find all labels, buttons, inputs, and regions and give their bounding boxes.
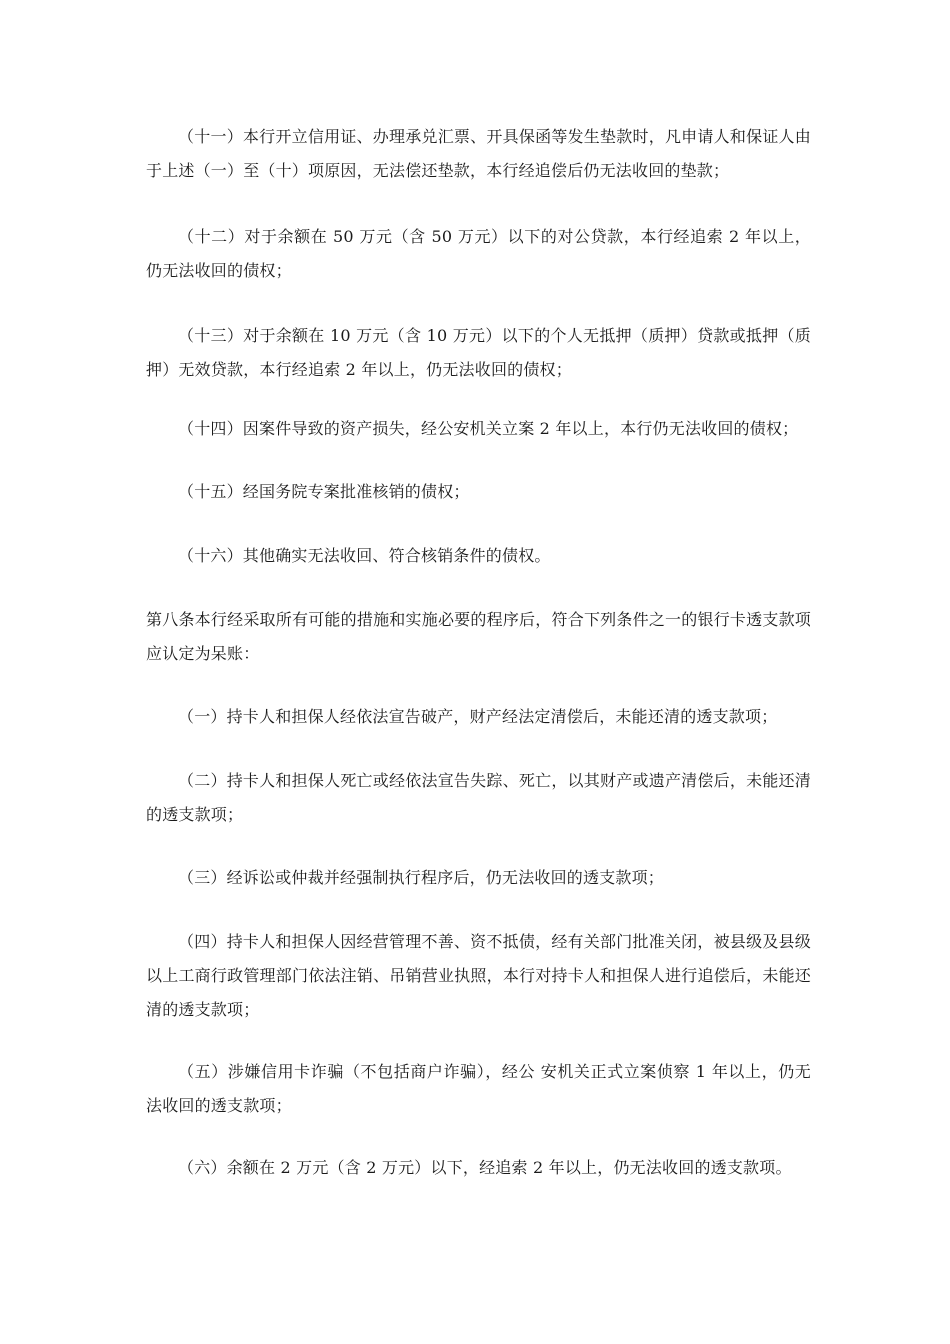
paragraph-item-16: （十六）其他确实无法收回、符合核销条件的债权。 bbox=[178, 546, 551, 565]
paragraph-card-1: （一）持卡人和担保人经依法宣告破产，财产经法定清偿后，未能还清的透支款项； bbox=[178, 707, 778, 726]
paragraph-item-14: （十四）因案件导致的资产损失，经公安机关立案 2 年以上，本行仍无法收回的债权； bbox=[178, 419, 799, 438]
paragraph-item-13: （十三）对于余额在 10 万元（含 10 万元）以下的个人无抵押（质押）贷款或抵押（质押）无效贷款，本行经追索 2 年以上，仍无法收回的债权； bbox=[146, 326, 811, 379]
paragraph-card-2: （二）持卡人和担保人死亡或经依法宣告失踪、死亡，以其财产或遗产清偿后，未能还清的透支款项； bbox=[146, 771, 811, 824]
article-8-heading: 第八条本行经采取所有可能的措施和实施必要的程序后，符合下列条件之一的银行卡透支款项应认定为呆账： bbox=[146, 610, 811, 663]
paragraph-card-3: （三）经诉讼或仲裁并经强制执行程序后，仍无法收回的透支款项； bbox=[178, 868, 665, 887]
paragraph-card-4: （四）持卡人和担保人因经营管理不善、资不抵债，经有关部门批准关闭，被县级及县级以上工商行政管理部门依法注销、吊销营业执照，本行对持卡人和担保人进行追偿后，未能还清的透支款项； bbox=[146, 932, 811, 1019]
paragraph-item-12: （十二）对于余额在 50 万元（含 50 万元）以下的对公贷款，本行经追索 2 年以上，仍无法收回的债权； bbox=[146, 227, 811, 280]
paragraph-card-6: （六）余额在 2 万元（含 2 万元）以下，经追索 2 年以上，仍无法收回的透支款项。 bbox=[178, 1158, 792, 1177]
paragraph-card-5: （五）涉嫌信用卡诈骗（不包括商户诈骗），经公 安机关正式立案侦察 1 年以上，仍无法收回的透支款项； bbox=[146, 1062, 811, 1115]
paragraph-item-11: （十一）本行开立信用证、办理承兑汇票、开具保函等发生垫款时，凡申请人和保证人由于上述（一）至（十）项原因，无法偿还垫款，本行经追偿后仍无法收回的垫款； bbox=[146, 127, 811, 180]
paragraph-item-15: （十五）经国务院专案批准核销的债权； bbox=[178, 482, 470, 501]
